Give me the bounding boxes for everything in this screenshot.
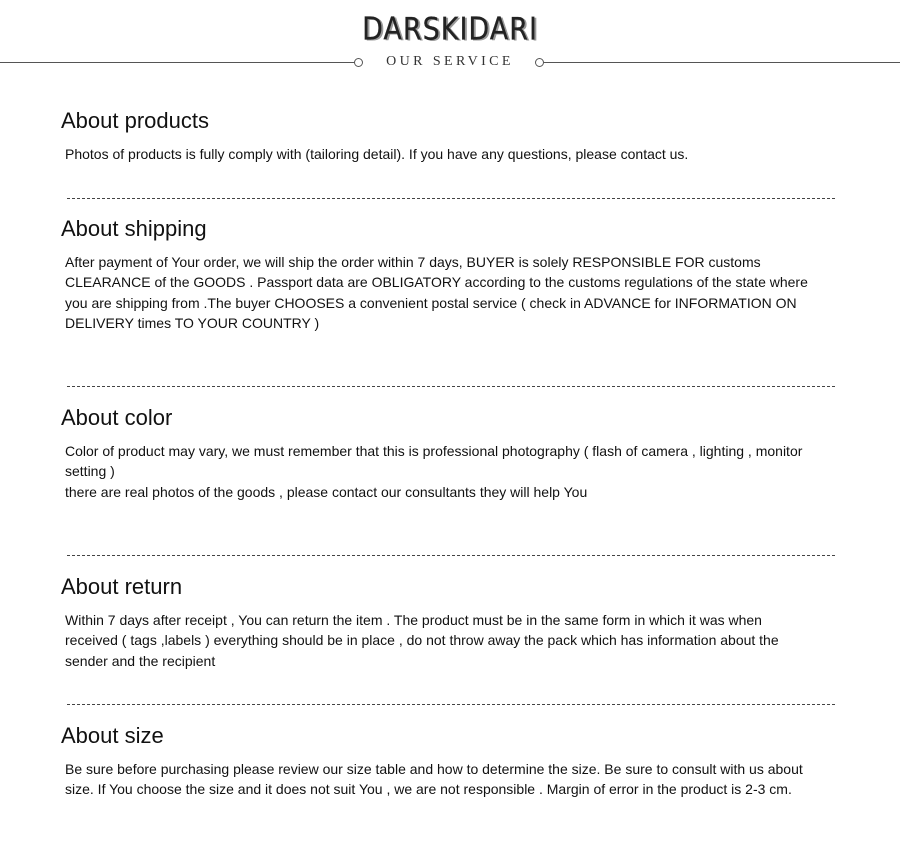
header-subtitle: OUR SERVICE — [386, 54, 514, 69]
header-rule-right — [543, 62, 900, 63]
brand-logo — [0, 12, 900, 48]
section-body: Be sure before purchasing please review our size table and how to determine the size. Be sure to consult with us about size. If You choose the size and it does not suit You , we are not responsible . Margin of error in the product is 2-3 cm. — [65, 761, 803, 798]
section-divider — [67, 555, 835, 556]
section-body: Photos of products is fully comply with (tailoring detail). If you have any questions, please contact us. — [65, 146, 689, 162]
section-divider — [67, 386, 835, 387]
section-title: About color — [61, 405, 173, 430]
section-title: About shipping — [61, 216, 207, 241]
section-divider — [67, 704, 835, 705]
section-body: After payment of Your order, we will ship the order within 7 days, BUYER is solely RESPONSIBLE FOR customs CLEARANCE of the GOODS . Passport data are OBLIGATORY according to the customs regulations of the state where you are shipping from .The buyer CHOOSES a convenient postal service ( check in ADVANCE for INFORMATION ON DELIVERY times TO YOUR COUNTRY ) — [65, 254, 808, 331]
page-header — [0, 0, 900, 80]
section-body: Color of product may vary, we must remember that this is professional photography ( flash of camera , lighting , monitor setting ) there are real photos of the goods , please contact our consultants they will help You — [65, 443, 803, 500]
section-about-products — [61, 108, 841, 164]
section-about-size — [61, 723, 841, 800]
section-about-shipping — [61, 216, 841, 333]
brand-logo-text: DARSKIDARI — [362, 12, 538, 48]
section-title: About size — [61, 723, 164, 748]
section-about-color — [61, 405, 841, 502]
section-divider — [67, 198, 835, 199]
section-title: About products — [61, 108, 209, 133]
section-about-return — [61, 574, 841, 671]
section-title: About return — [61, 574, 183, 599]
section-body: Within 7 days after receipt , You can return the item . The product must be in the same form in which it was when received ( tags ,labels ) everything should be in place , do not throw away the pack which has information about the sender and the recipient — [65, 612, 779, 669]
